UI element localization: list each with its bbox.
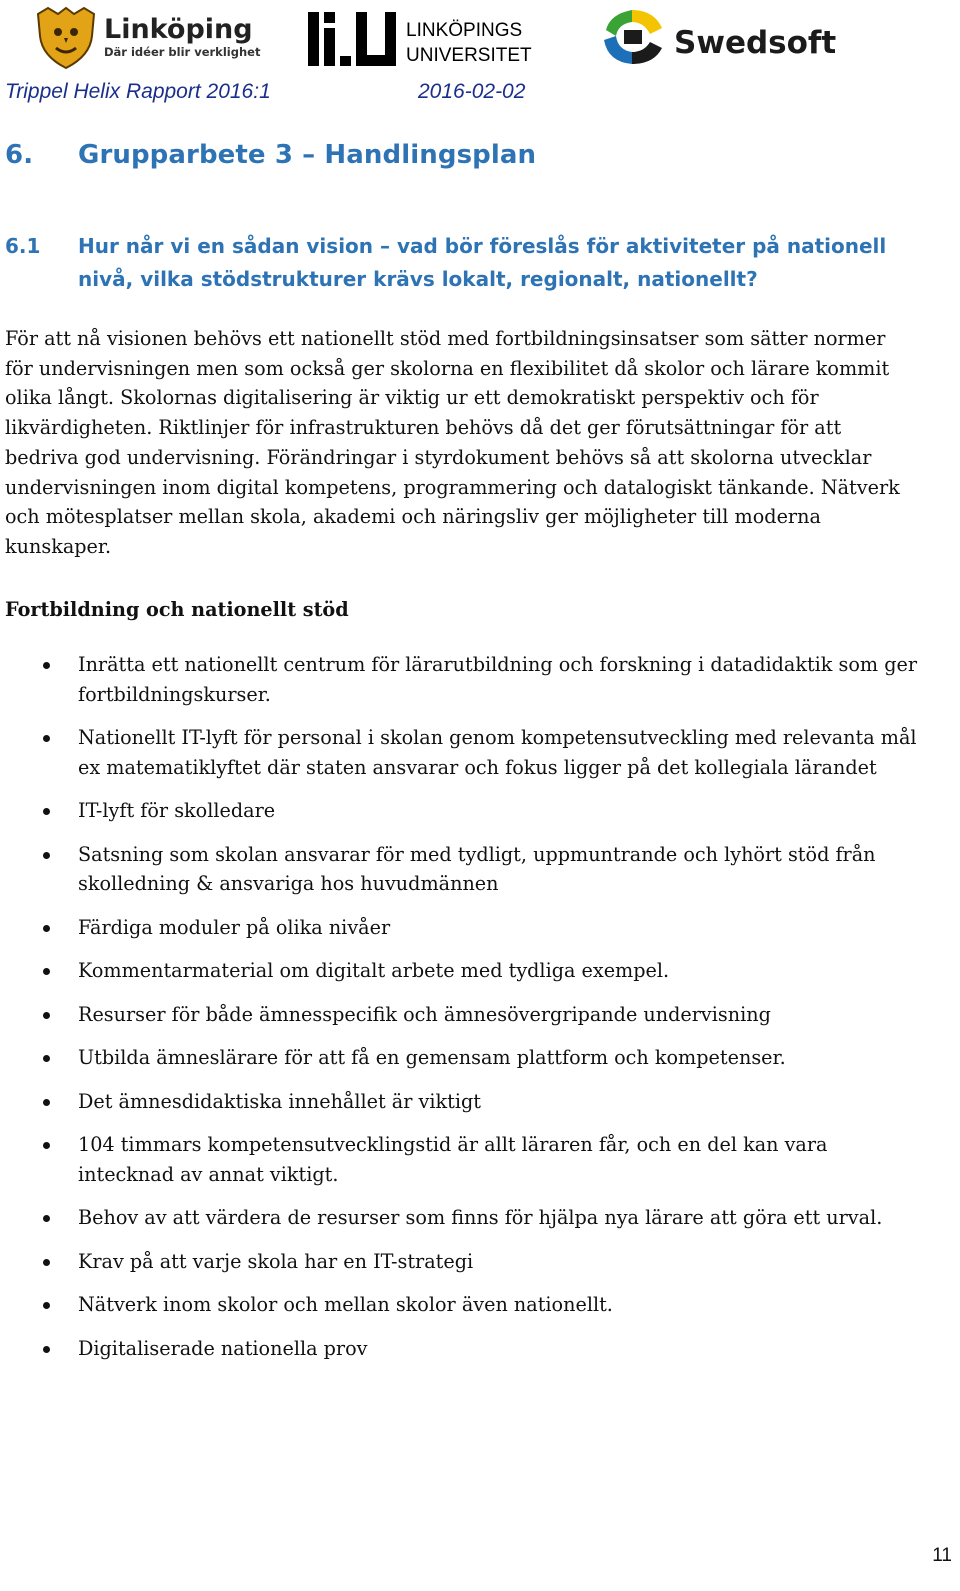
report-title: Trippel Helix Rapport 2016:1 (5, 80, 271, 103)
bullet-list (5, 650, 920, 1377)
bullet-icon (43, 1055, 50, 1062)
list-item (5, 1000, 920, 1030)
list-item-text: 104 timmars kompetensutvecklingstid är allt läraren får, och en del kan vara intecknad av annat viktigt. (78, 1133, 828, 1186)
list-item-text: Inrätta ett nationellt centrum för lärarutbildning och forskning i datadidaktik som ger fortbildningskurser. (78, 653, 918, 706)
linkoping-logo (34, 6, 261, 70)
list-item-text: Nationellt IT-lyft för personal i skolan genom kompetensutveckling med relevanta mål ex matematiklyftet där staten ansvarar och fokus ligger på det kollegiala lärandet (78, 726, 917, 779)
subsection-title: Hur når vi en sådan vision – vad bör föreslås för aktiviteter på nationell nivå, vilka stödstrukturer krävs lokalt, regionalt, nationellt? (78, 234, 887, 291)
swedsoft-logo (598, 6, 838, 76)
section-heading (5, 140, 536, 170)
bullet-icon (43, 662, 50, 669)
list-item-text: Nätverk inom skolor och mellan skolor även nationellt. (78, 1293, 613, 1316)
liu-mark-icon (308, 12, 396, 66)
body-paragraph: För att nå visionen behövs ett nationellt stöd med fortbildningsinsatser som sätter normer för undervisningen men som också ger skolorna en flexibilitet då skolor och lärare kommit olika långt. Skolornas digitalisering är viktig ur ett demokratiskt perspektiv och för likvärdigheten. Riktlinjer för infrastrukturen behövs då det ger förutsättningar för att bedriva god undervisning. Förändringar i styrdokument behövs så att skolorna utvecklar undervisningen inom digital kompetens, programmering och datalogiskt tänkande. Nätverk och mötesplatser mellan skola, akademi och näringsliv ger möjligheter till moderna kunskaper. (5, 327, 900, 558)
section-title: Grupparbete 3 – Handlingsplan (78, 140, 537, 170)
page-number: 11 (932, 1545, 952, 1566)
list-item (5, 1043, 920, 1073)
list-item-text: Kommentarmaterial om digitalt arbete med tydliga exempel. (78, 959, 670, 982)
subsection-number: 6.1 (5, 234, 41, 258)
bullet-icon (43, 1346, 50, 1353)
list-item (5, 1334, 920, 1364)
list-item (5, 840, 920, 899)
list-item-text: Digitaliserade nationella prov (78, 1336, 368, 1360)
list-item-text: Utbilda ämneslärare för att få en gemensam plattform och kompetenser. (78, 1046, 786, 1069)
report-date: 2016-02-02 (418, 80, 526, 103)
list-item (5, 1130, 920, 1189)
linkoping-tagline: Där idéer blir verklighet (104, 45, 261, 59)
swedsoft-mark-icon (604, 10, 662, 64)
bullet-icon (43, 1012, 50, 1019)
bullet-icon (43, 1099, 50, 1106)
linkoping-wordmark: Linköping (104, 14, 253, 45)
list-item-text: Behov av att värdera de resurser som finns för hjälpa nya lärare att göra ett urval. (78, 1206, 883, 1229)
subsection-heading (5, 230, 925, 296)
lion-icon (38, 8, 94, 68)
list-item-text: Krav på att varje skola har en IT-strategi (78, 1249, 474, 1273)
list-item (5, 650, 920, 709)
list-item (5, 1203, 920, 1233)
list-item (5, 1087, 920, 1117)
liu-text-line1: LINKÖPINGS (406, 20, 523, 41)
bullet-icon (43, 1142, 50, 1149)
section-number: 6. (5, 140, 34, 170)
list-item-text: Färdiga moduler på olika nivåer (78, 915, 391, 939)
logo-row (0, 6, 960, 80)
list-item (5, 796, 920, 826)
list-item-text: IT-lyft för skolledare (78, 799, 276, 822)
list-item (5, 723, 920, 782)
liu-logo (308, 10, 538, 68)
bullet-icon (43, 1215, 50, 1222)
swedsoft-wordmark: Swedsoft (674, 25, 837, 61)
liu-text-line2: UNIVERSITET (406, 45, 532, 66)
list-heading: Fortbildning och nationellt stöd (5, 598, 349, 621)
list-item-text: Satsning som skolan ansvarar för med tydligt, uppmuntrande och lyhört stöd från skolledning & ansvariga hos huvudmännen (78, 842, 876, 895)
list-item-text: Det ämnesdidaktiska innehållet är viktigt (78, 1089, 481, 1113)
page-header (5, 80, 705, 104)
bullet-icon (43, 1302, 50, 1309)
bullet-icon (43, 1259, 50, 1266)
list-item (5, 1247, 920, 1277)
list-item (5, 1290, 920, 1320)
bullet-icon (43, 735, 50, 742)
list-item (5, 913, 920, 943)
list-item (5, 956, 920, 986)
bullet-icon (43, 925, 50, 932)
bullet-icon (43, 968, 50, 975)
list-item-text: Resurser för både ämnesspecifik och ämnesövergripande undervisning (78, 1002, 771, 1026)
bullet-icon (43, 808, 50, 815)
bullet-icon (43, 852, 50, 859)
